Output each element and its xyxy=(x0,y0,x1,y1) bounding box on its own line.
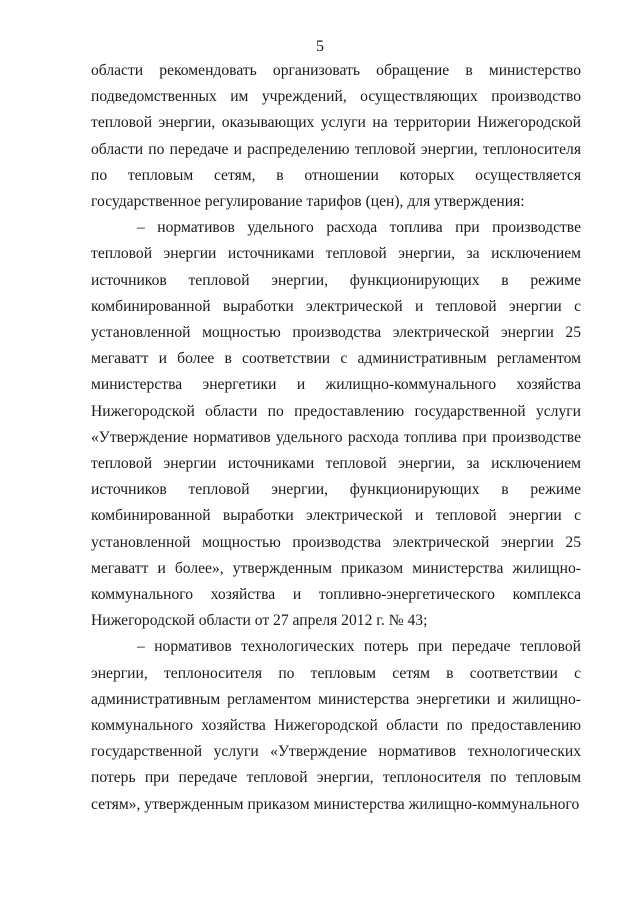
paragraph-recommendation: области рекомендовать организовать обращение в министерство подведомственных им учреждений, осуществляющих производство тепловой энергии, оказывающих услуги на территории Нижегородской области по передаче и распределению тепловой энергии, теплоносителя по тепловым сетям, в отношении которых осуществляется государственное регулирование тарифов (цен), для утверждения: xyxy=(91,62,581,211)
paragraph-technological-losses-norms: – нормативов технологических потерь при передаче тепловой энергии, теплоносителя по тепловым сетям в соответствии с административным регламентом министерства энергетики и жилищно-коммунального хозяйства Нижегородской области по предоставлению государственной услуги «Утверждение нормативов технологических потерь при передаче тепловой энергии, теплоносителя по тепловым сетям», утвержденным приказом министерства жилищно-коммунального xyxy=(91,638,581,813)
page-number: 5 xyxy=(316,38,324,55)
document-body xyxy=(91,58,581,818)
paragraph-fuel-consumption-norms: – нормативов удельного расхода топлива при производстве тепловой энергии источниками тепловой энергии, за исключением источников тепловой энергии, функционирующих в режиме комбинированной выработки электрической и тепловой энергии с установленной мощностью производства электрической энергии 25 мегаватт и более в соответствии с административным регламентом министерства энергетики и жилищно-коммунального хозяйства Нижегородской области по предоставлению государственной услуги «Утверждение нормативов удельного расхода топлива при производстве тепловой энергии источниками тепловой энергии, за исключением источников тепловой энергии, функционирующих в режиме комбинированной выработки электрической и тепловой энергии с установленной мощностью производства электрической энергии 25 мегаватт и более», утвержденным приказом министерства жилищно-коммунального хозяйства и топливно-энергетического комплекса Нижегородской области от 27 апреля 2012 г. № 43; xyxy=(91,219,581,630)
